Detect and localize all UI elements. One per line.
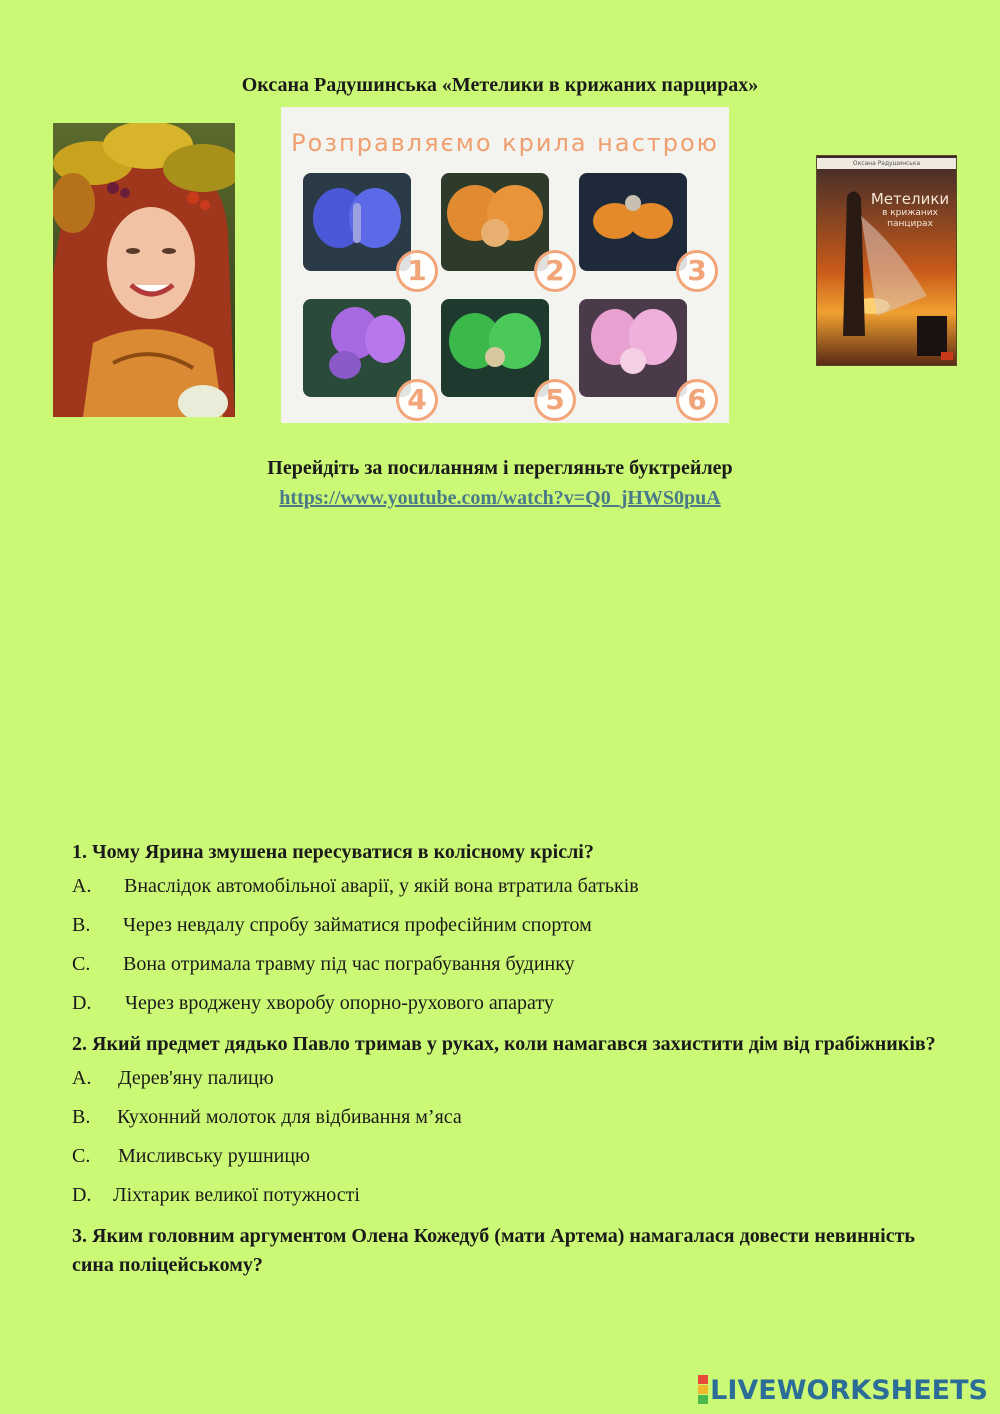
option-letter: A. <box>72 1067 92 1089</box>
book-title-line3: панцирах <box>887 219 933 229</box>
butterfly-tile-4 <box>303 299 411 397</box>
question-3: 3. Яким головним аргументом Олена Кожедуб (мати Артема) намагалася довести невинність сина поліцейському? <box>72 1225 915 1276</box>
number-badge-5: 5 <box>534 379 576 421</box>
option-letter: A. <box>72 875 92 897</box>
book-title-line2: в крижаних <box>882 208 938 218</box>
liveworksheets-icon <box>698 1375 708 1405</box>
instruction-text: Перейдіть за посиланням і перегляньте буктрейлер <box>267 457 733 479</box>
number-badge-6: 6 <box>676 379 718 421</box>
butterfly-icon <box>441 299 549 397</box>
butterfly-tile-3 <box>579 173 687 271</box>
option-letter: B. <box>72 1106 91 1128</box>
answer-option[interactable] <box>72 1182 952 1208</box>
watermark-text: LIVEWORKSHEETS <box>710 1374 988 1406</box>
option-text: Вона отримала травму під час пограбування будинку <box>123 953 575 975</box>
book-title-line1: Метелики <box>870 190 950 208</box>
option-text: Ліхтарик великої потужності <box>113 1184 360 1206</box>
question-2: 2. Який предмет дядько Павло тримав у руках, коли намагався захистити дім від грабіжників? <box>72 1033 936 1055</box>
option-text: Мисливську рушницю <box>118 1145 310 1167</box>
number-badge-2: 2 <box>534 250 576 292</box>
option-text: Кухонний молоток для відбивання м’яса <box>117 1106 462 1128</box>
butterfly-tile-1 <box>303 173 411 271</box>
butterfly-icon <box>579 173 687 271</box>
card-heading: Розправляємо крила настрою <box>291 129 719 157</box>
answer-option[interactable] <box>72 1104 952 1130</box>
number-badge-3: 3 <box>676 250 718 292</box>
option-letter: D. <box>72 992 92 1014</box>
answer-option[interactable] <box>72 1143 952 1169</box>
author-photo <box>53 123 235 417</box>
option-text: Через невдалу спробу займатися професійним спортом <box>123 914 592 936</box>
option-letter: B. <box>72 914 91 936</box>
number-badge-1: 1 <box>396 250 438 292</box>
booktrailer-link[interactable]: https://www.youtube.com/watch?v=Q0_jHWS0puA <box>279 487 721 509</box>
question-1: 1. Чому Ярина змушена пересуватися в колісному кріслі? <box>72 841 594 863</box>
butterfly-mood-card <box>281 107 729 423</box>
butterfly-tile-5 <box>441 299 549 397</box>
option-text: Внаслідок автомобільної аварії, у якій вона втратила батьків <box>124 875 639 897</box>
option-text: Через вроджену хворобу опорно-рухового апарату <box>125 992 554 1014</box>
answer-option[interactable] <box>72 951 952 977</box>
answer-option[interactable] <box>72 1065 952 1091</box>
book-title <box>867 190 953 230</box>
butterfly-tile-2 <box>441 173 549 271</box>
butterfly-icon <box>441 173 549 271</box>
book-cover-illustration <box>817 156 956 365</box>
answer-option[interactable] <box>72 912 952 938</box>
butterfly-icon <box>303 173 411 271</box>
number-badge-4: 4 <box>396 379 438 421</box>
answer-option[interactable] <box>72 990 952 1016</box>
option-text: Дерев'яну палицю <box>118 1067 274 1089</box>
page-title: Оксана Радушинська «Метелики в крижаних парцирах» <box>241 74 759 96</box>
book-cover <box>816 155 957 366</box>
quiz <box>72 838 952 1286</box>
option-letter: D. <box>72 1184 92 1206</box>
answer-option[interactable] <box>72 873 952 899</box>
butterfly-tile-6 <box>579 299 687 397</box>
option-letter: C. <box>72 1145 91 1167</box>
liveworksheets-logo <box>698 1374 988 1406</box>
butterfly-icon <box>303 299 411 397</box>
butterfly-icon <box>579 299 687 397</box>
book-author: Оксана Радушинська <box>817 158 956 169</box>
option-letter: C. <box>72 953 91 975</box>
